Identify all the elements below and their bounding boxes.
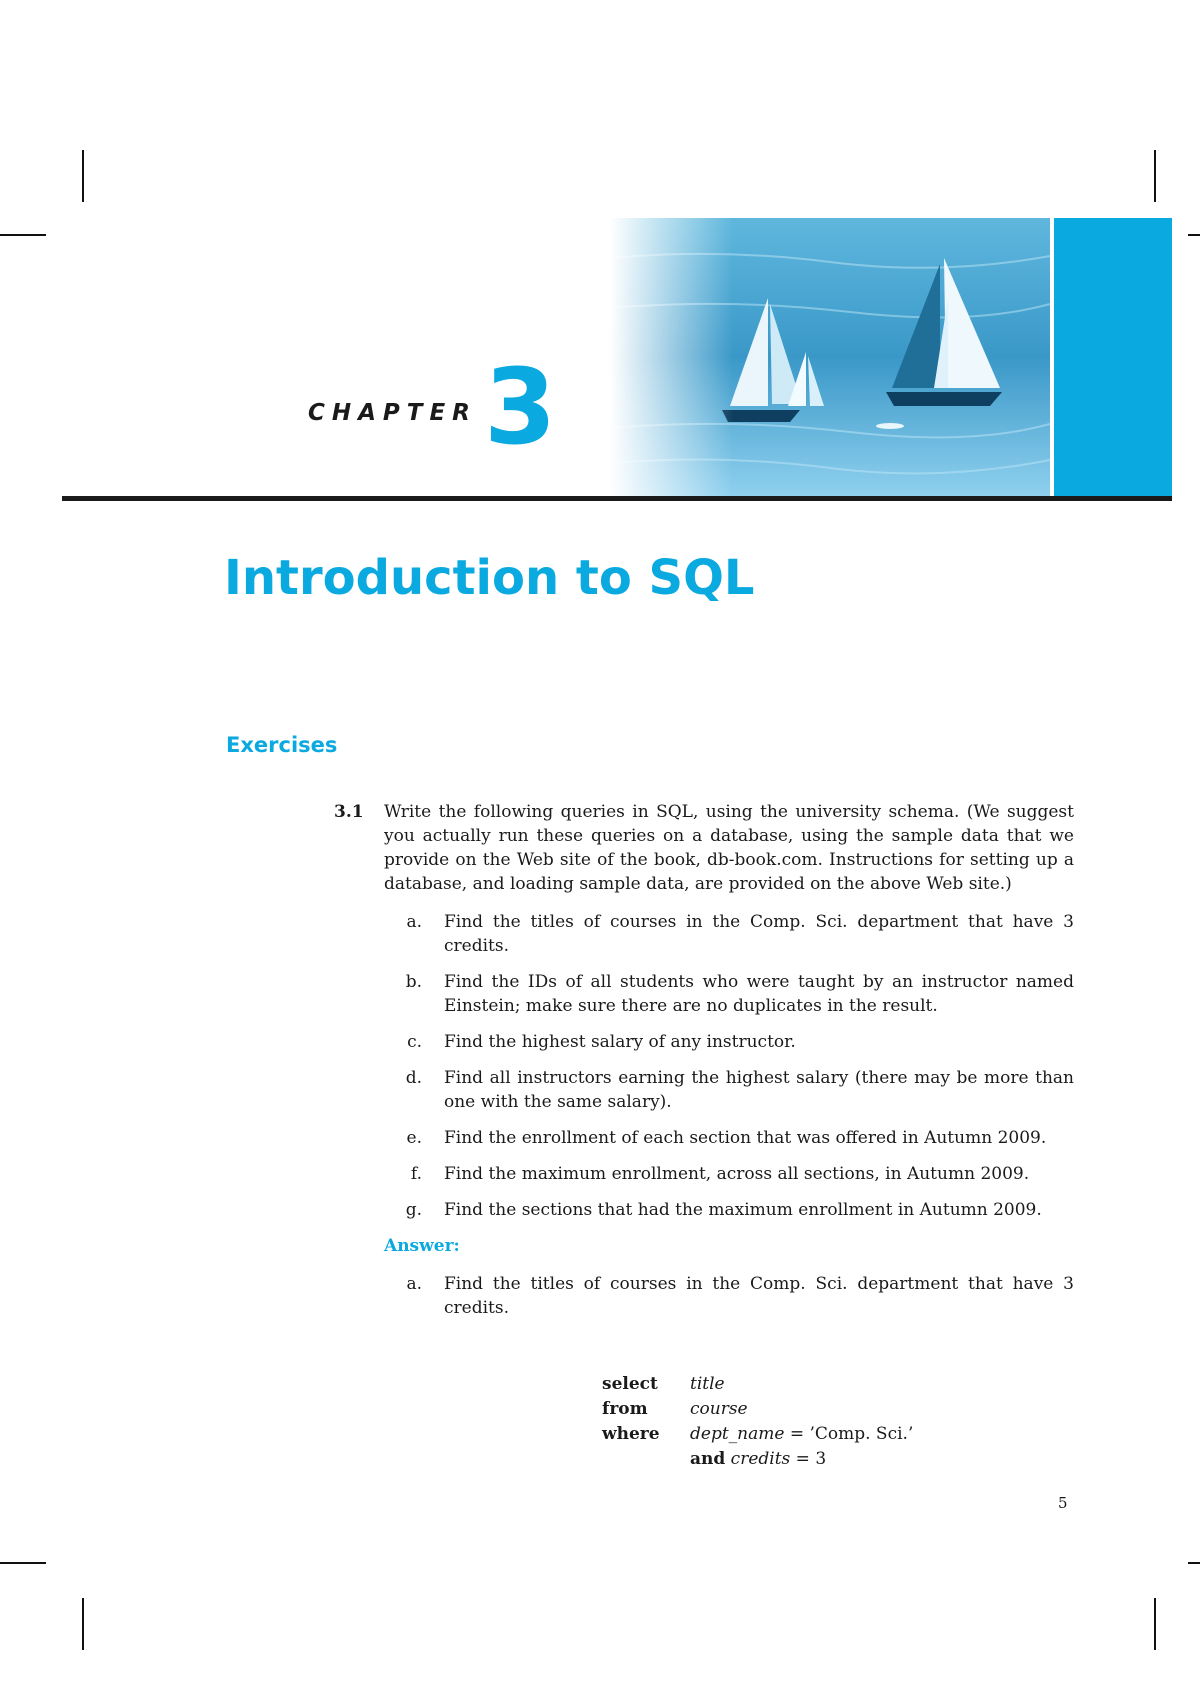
chapter-number: 3 bbox=[484, 346, 557, 468]
sql-keyword: where bbox=[602, 1424, 660, 1444]
page-title: Introduction to SQL bbox=[224, 550, 755, 606]
item-text: Find the maximum enrollment, across all sections, in Autumn 2009. bbox=[444, 1164, 1030, 1184]
sql-query bbox=[602, 1372, 913, 1472]
item-marker: f. bbox=[410, 1164, 422, 1184]
crop-mark bbox=[1188, 234, 1200, 236]
sql-relation: course bbox=[690, 1399, 748, 1419]
page-number: 5 bbox=[1058, 1494, 1068, 1512]
item-text: Find all instructors earning the highest salary (there may be more than one with the same salary). bbox=[444, 1068, 1074, 1112]
chapter-label: CHAPTER bbox=[308, 400, 477, 426]
sql-attribute: credits bbox=[730, 1449, 791, 1469]
crop-mark bbox=[1188, 1562, 1200, 1564]
sql-condition: = ’Comp. Sci.’ bbox=[784, 1424, 914, 1444]
item-marker: b. bbox=[405, 972, 422, 992]
list-item bbox=[384, 1272, 1074, 1320]
list-item bbox=[384, 1198, 1074, 1222]
item-text: Find the titles of courses in the Comp. Sci. department that have 3 credits. bbox=[444, 912, 1074, 956]
item-marker: a. bbox=[406, 1274, 422, 1294]
item-text: Find the highest salary of any instructor. bbox=[444, 1032, 796, 1052]
list-item bbox=[384, 1126, 1074, 1150]
item-marker: e. bbox=[406, 1128, 422, 1148]
exercise-prompt: Write the following queries in SQL, using the university schema. (We suggest you actually run these queries on a database, using the sample data that we provide on the Web site of the book, db-book.com. Instructions for setting up a database, and loading sample data, are provided on the above Web site.) bbox=[384, 802, 1074, 894]
crop-mark bbox=[0, 1562, 46, 1564]
list-item bbox=[384, 1066, 1074, 1114]
section-heading: Exercises bbox=[226, 733, 338, 757]
item-text: Find the sections that had the maximum enrollment in Autumn 2009. bbox=[444, 1200, 1042, 1220]
exercise-number: 3.1 bbox=[334, 802, 364, 822]
item-text: Find the IDs of all students who were taught by an instructor named Einstein; make sure there are no duplicates in the result. bbox=[444, 972, 1074, 1016]
item-marker: a. bbox=[406, 912, 422, 932]
exercise-items bbox=[334, 910, 1074, 1222]
sql-keyword: and bbox=[690, 1449, 726, 1469]
item-marker: c. bbox=[407, 1032, 422, 1052]
list-item bbox=[384, 1030, 1074, 1054]
exercise-3-1 bbox=[334, 800, 1074, 1332]
sailboat-banner-image bbox=[610, 218, 1050, 496]
list-item bbox=[384, 970, 1074, 1018]
answer-items bbox=[334, 1272, 1074, 1320]
list-item bbox=[384, 1162, 1074, 1186]
item-text: Find the titles of courses in the Comp. Sci. department that have 3 credits. bbox=[444, 1274, 1074, 1318]
crop-mark bbox=[0, 234, 46, 236]
crop-mark bbox=[82, 1598, 84, 1650]
item-text: Find the enrollment of each section that was offered in Autumn 2009. bbox=[444, 1128, 1047, 1148]
crop-mark bbox=[82, 150, 84, 202]
chapter-color-block bbox=[1054, 218, 1172, 496]
crop-mark bbox=[1154, 150, 1156, 202]
sql-keyword: from bbox=[602, 1399, 648, 1419]
list-item bbox=[384, 910, 1074, 958]
sql-attribute: dept_name bbox=[690, 1424, 785, 1444]
crop-mark bbox=[1154, 1598, 1156, 1650]
answer-label: Answer: bbox=[384, 1236, 460, 1256]
sql-keyword: select bbox=[602, 1374, 658, 1394]
header-rule bbox=[62, 496, 1172, 501]
sql-condition: = 3 bbox=[790, 1449, 827, 1469]
item-marker: d. bbox=[405, 1068, 422, 1088]
sql-attribute: title bbox=[690, 1374, 725, 1394]
item-marker: g. bbox=[405, 1200, 422, 1220]
